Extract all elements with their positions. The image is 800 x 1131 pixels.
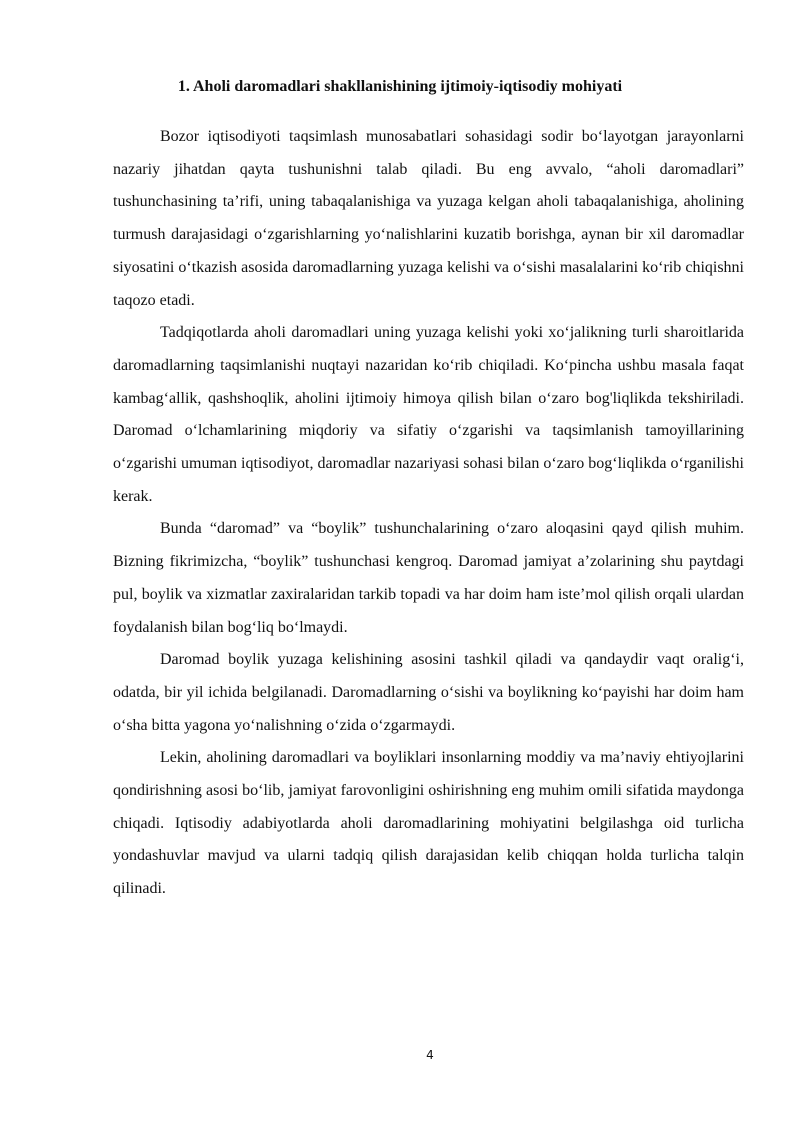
section-title: 1. Aholi daromadlari shakllanishining ijtimoiy-iqtisodiy mohiyati	[177, 78, 623, 95]
paragraph-3: Bunda “daromad” va “boylik” tushunchalarining o‘zaro aloqasini qayd qilish muhim. Bizning fikrimizcha, “boylik” tushunchasi kengroq. Daromad jamiyat a’zolarining shu paytdagi pul, boylik va xizmatlar zaxiralaridan tarkib topadi va har doim ham iste’mol qilish orqali ulardan foydalanish bilan bog‘liq bo‘lmaydi.	[113, 520, 744, 636]
paragraph-4: Daromad boylik yuzaga kelishining asosini tashkil qiladi va qandaydir vaqt oralig‘i, odatda, bir yil ichida belgilanadi. Daromadlarning o‘sishi va boylikning ko‘payishi har doim ham o‘sha bitta yagona yo‘nalishning o‘zida o‘zgarmaydi.	[113, 651, 744, 734]
paragraph-2: Tadqiqotlarda aholi daromadlari uning yuzaga kelishi yoki xo‘jalikning turli sharoitlarida daromadlarning taqsimlanishi nuqtayi nazaridan ko‘rib chiqiladi. Ko‘pincha ushbu masala faqat kambag‘allik, qashshoqlik, aholini ijtimoiy himoya qilish bilan o‘zaro bog'liqlikda tekshiriladi. Daromad o‘lchamlarining miqdoriy va sifatiy o‘zgarishi va taqsimlanish tamoyillarining o‘zgarishi umuman iqtisodiyot, daromadlar nazariyasi sohasi bilan o‘zaro bog‘liqlikda o‘rganilishi kerak.	[113, 324, 744, 505]
paragraph-5: Lekin, aholining daromadlari va boyliklari insonlarning moddiy va ma’naviy ehtiyojlarini qondirishning asosi bo‘lib, jamiyat farovonligini oshirishning eng muhim omili sifatida maydonga chiqadi. Iqtisodiy adabiyotlarda aholi daromadlarining mohiyatini belgilashga oid turlicha yondashuvlar mavjud va ularni tadqiq qilish darajasidan kelib chiqqan holda turlicha talqin qilinadi.	[113, 749, 744, 898]
document-body	[113, 121, 744, 906]
paragraph-1: Bozor iqtisodiyoti taqsimlash munosabatlari sohasidagi sodir bo‘layotgan jarayonlarni nazariy jihatdan qayta tushunishni talab qiladi. Bu eng avvalo, “aholi daromadlari” tushunchasining ta’rifi, uning tabaqalanishiga va yuzaga kelgan aholi tabaqalanishiga, aholining turmush darajasidagi o‘zgarishlarning yo‘nalishlarini kuzatib borishga, aynan bir xil daromadlar siyosatini o‘tkazish asosida daromadlarning yuzaga kelishi va o‘sishi masalalarini ko‘rib chiqishni taqozo etadi.	[113, 128, 744, 309]
page-number: 4	[426, 1048, 434, 1062]
